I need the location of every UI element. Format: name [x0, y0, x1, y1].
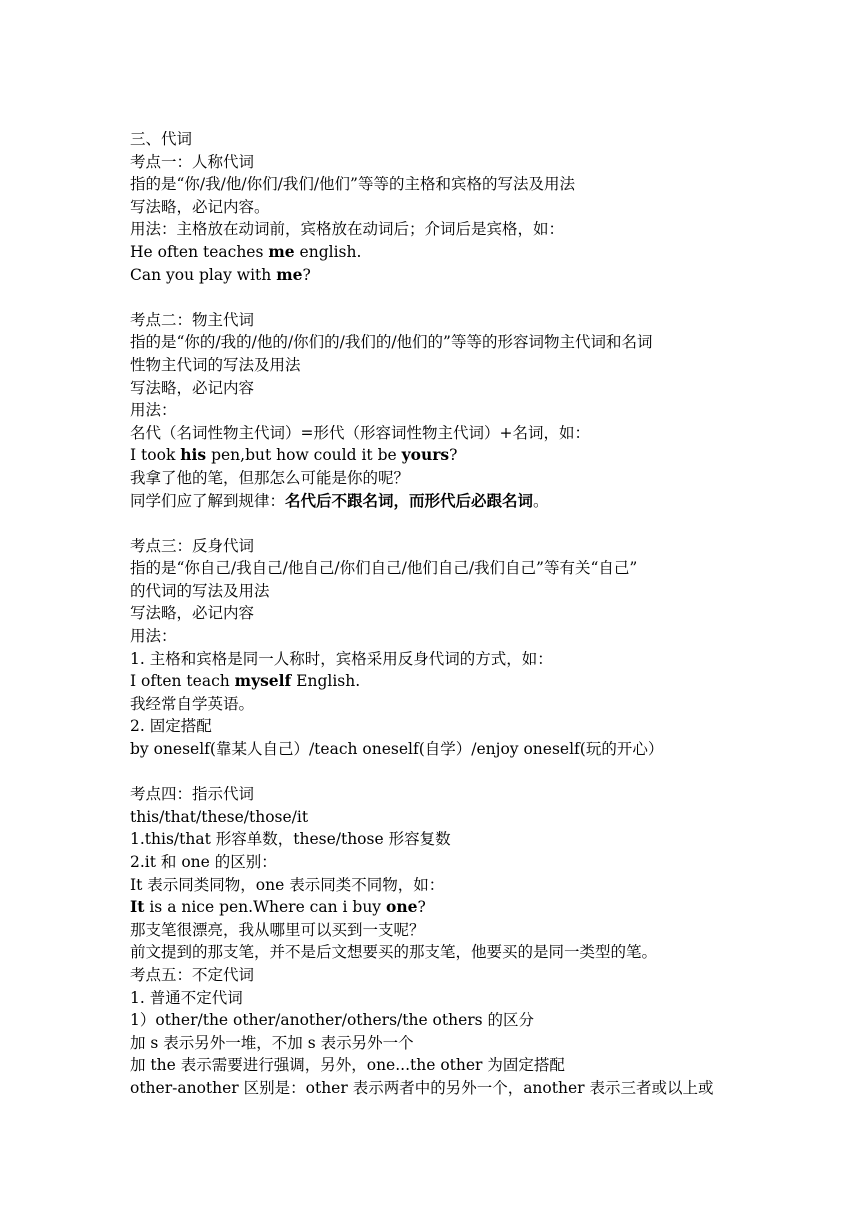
text-segment: ? [449, 446, 458, 465]
text-segment: 。 [533, 491, 549, 510]
text-line: 性物主代词的写法及用法 [130, 355, 301, 374]
text-segment: Can you play with [130, 265, 277, 284]
text-line: 写法略，必记内容 [130, 604, 255, 623]
text-line: 考点五：不定代词 [130, 965, 255, 984]
emphasis: yours [401, 445, 450, 465]
blank-line [130, 512, 740, 535]
text-line: by oneself(靠某人自己）/teach oneself(自学）/enjoy oneself(玩的开心） [130, 740, 664, 759]
text-segment: English. [291, 672, 361, 691]
text-line: this/that/these/those/it [130, 807, 309, 826]
text-line: 三、代词 [130, 130, 193, 148]
text-line: 指的是“你自己/我自己/他自己/你们自己/他们自己/我们自己”等有关“自己” [130, 559, 638, 578]
text-segment: is a nice pen.Where can i buy [144, 898, 386, 917]
text-line: 2. 固定搭配 [130, 717, 212, 736]
blank-line [130, 286, 740, 309]
text-line: 用法： [130, 401, 177, 420]
emphasis: me [276, 264, 303, 284]
text-line: 考点二：物主代词 [130, 310, 255, 329]
emphasis: his [180, 445, 207, 465]
text-line: 我经常自学英语。 [130, 694, 255, 713]
text-line: 1）other/the other/another/others/the others 的区分 [130, 1011, 535, 1030]
text-line: 用法： [130, 627, 177, 646]
emphasis: myself [234, 671, 292, 691]
text-line: 名代（名词性物主代词）=形代（形容词性物主代词）+名词，如： [130, 423, 590, 442]
text-line: 考点四：指示代词 [130, 785, 255, 804]
example-line [130, 490, 740, 513]
document-body [130, 128, 740, 1100]
text-line: other-another 区别是：other 表示两者中的另外一个，another 表示三者或以上或 [130, 1078, 714, 1097]
emphasis: me [268, 241, 295, 261]
text-line: 指的是“你的/我的/他的/你们的/我们的/他们的”等等的形容词物主代词和名词 [130, 333, 653, 352]
text-line: 我拿了他的笔，但那怎么可能是你的呢？ [130, 468, 410, 487]
text-line: 2.it 和 one 的区别： [130, 853, 277, 871]
example-line [130, 670, 740, 693]
text-line: 考点一：人称代词 [130, 152, 255, 171]
text-segment: He often teaches [130, 242, 269, 261]
example-line [130, 241, 740, 264]
text-line: 指的是“你/我/他/你们/我们/他们”等等的主格和宾格的写法及用法 [130, 175, 575, 194]
text-line: 加 s 表示另外一堆，不加 s 表示另外一个 [130, 1033, 414, 1052]
text-line: 加 the 表示需要进行强调，另外，one...the other 为固定搭配 [130, 1056, 565, 1075]
text-segment: pen,but how could it be [206, 446, 402, 465]
text-line: 的代词的写法及用法 [130, 581, 270, 600]
emphasis: It [130, 897, 145, 917]
text-segment: ? [302, 265, 311, 284]
text-line: 前文提到的那支笔，并不是后文想要买的那支笔，他要买的是同一类型的笔。 [130, 943, 658, 962]
text-line: 1. 普通不定代词 [130, 988, 243, 1007]
text-line: 用法：主格放在动词前，宾格放在动词后；介词后是宾格，如： [130, 220, 565, 239]
text-line: 那支笔很漂亮，我从哪里可以买到一支呢？ [130, 920, 425, 939]
text-segment: I often teach [130, 672, 235, 691]
example-line [130, 444, 740, 467]
example-line [130, 264, 740, 287]
text-line: 考点三：反身代词 [130, 536, 255, 555]
text-line: 1.this/that 形容单数，these/those 形容复数 [130, 830, 451, 849]
text-line: 1. 主格和宾格是同一人称时，宾格采用反身代词的方式，如： [130, 649, 553, 668]
text-line: 写法略，必记内容。 [130, 197, 270, 216]
text-line: It 表示同类同物，one 表示同类不同物，如： [130, 875, 445, 894]
blank-line [130, 761, 740, 784]
text-segment: english. [294, 242, 362, 261]
emphasis: 名代后不跟名词，而形代后必跟名词 [285, 490, 534, 510]
text-segment: 同学们应了解到规律： [130, 491, 286, 510]
text-segment: I took [130, 446, 181, 465]
text-segment: ? [417, 898, 426, 917]
text-line: 写法略，必记内容 [130, 378, 255, 397]
emphasis: one [385, 897, 418, 917]
example-line [130, 896, 740, 919]
